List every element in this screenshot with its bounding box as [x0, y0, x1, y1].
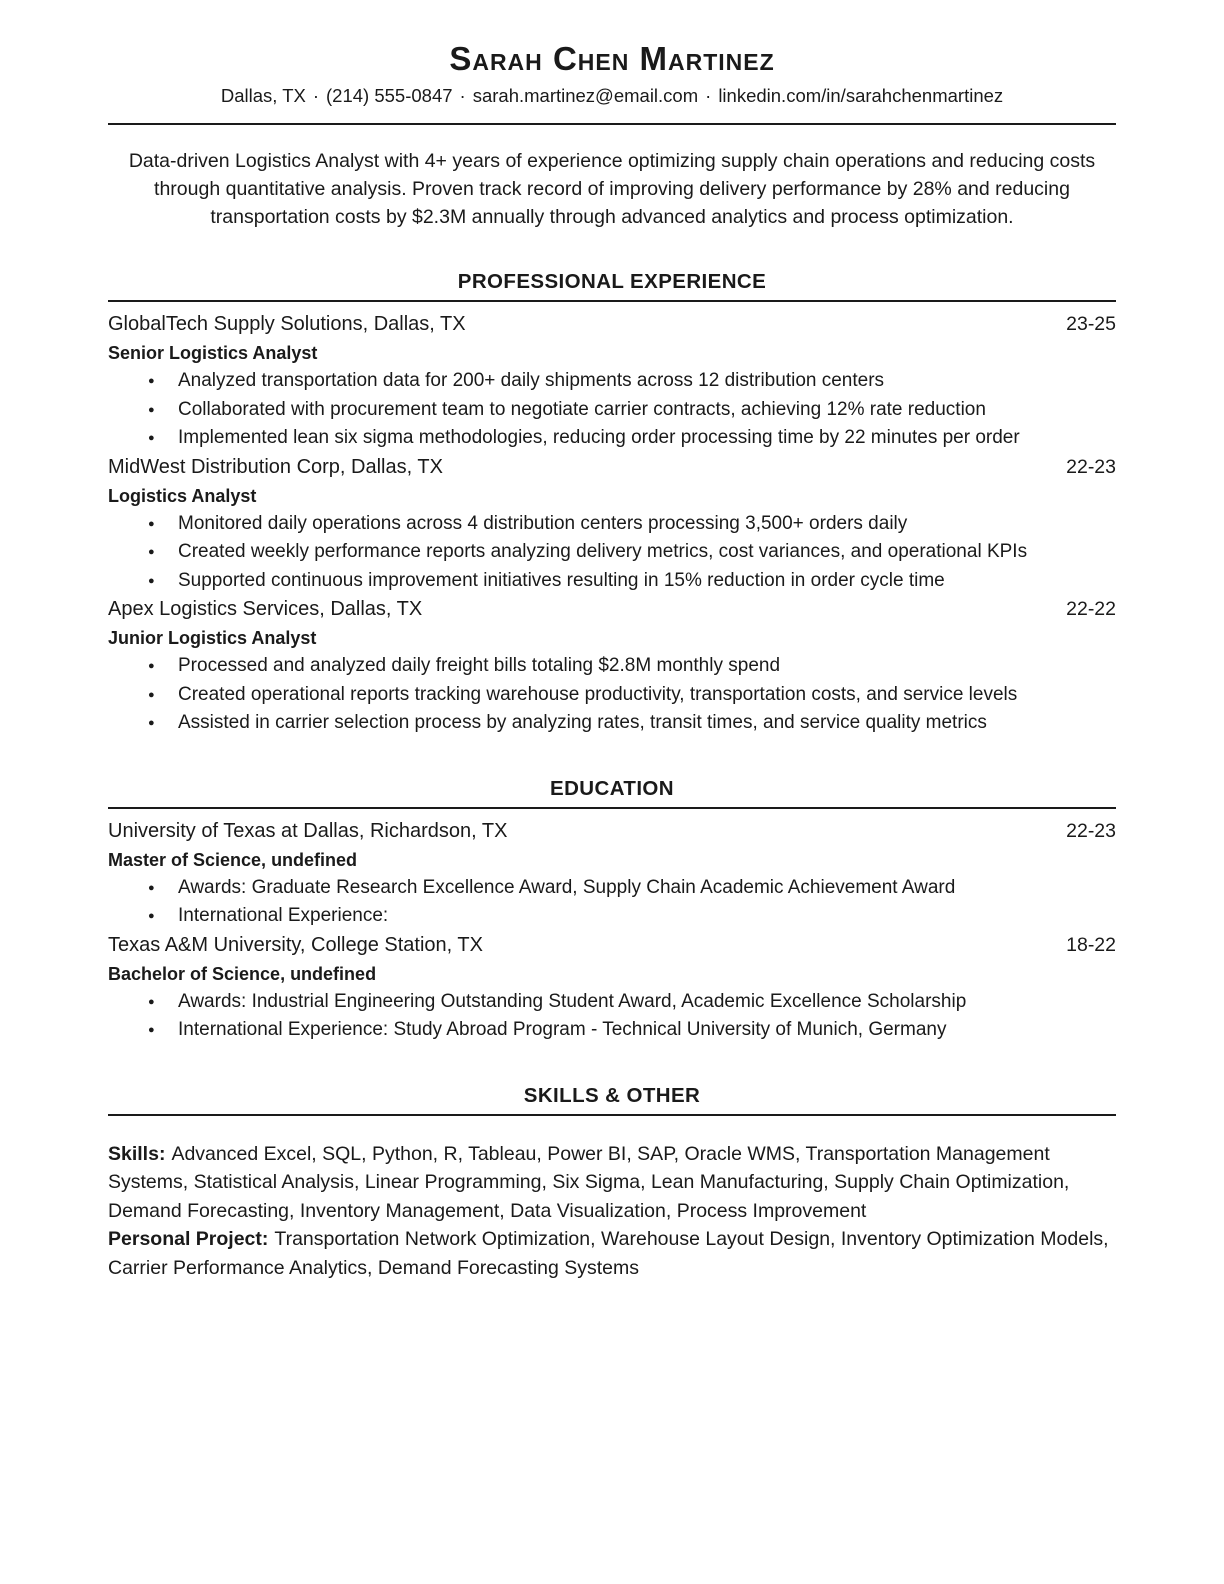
skills-text: Advanced Excel, SQL, Python, R, Tableau, Power BI, SAP, Oracle WMS, Transportation Management Systems, Statistical Analysis, Linear Programming, Six Sigma, Lean Manufacturing, Supply Chain Optimization, Demand Forecasting, Inventory Management, Data Visualization, Process Improvement: [108, 1142, 1070, 1222]
degree-title: Master of Science, undefined: [108, 849, 358, 870]
section-skills-other: [108, 1083, 1116, 1283]
contact-line: [108, 83, 1116, 109]
contact-phone: (214) 555-0847: [326, 85, 453, 106]
company-name: MidWest Distribution Corp, Dallas, TX: [108, 455, 443, 478]
section-title-experience: PROFESSIONAL EXPERIENCE: [457, 270, 767, 293]
bullet-item: ● Analyzed transportation data for 200+ daily shipments across 12 distribution centers: [108, 367, 1116, 396]
header-divider: [108, 123, 1116, 125]
school-dates: 18-22: [1066, 933, 1116, 956]
job-title: Logistics Analyst: [108, 485, 257, 506]
contact-separator: ·: [705, 85, 712, 106]
contact-linkedin: linkedin.com/in/sarahchenmartinez: [718, 85, 1004, 106]
company-name: GlobalTech Supply Solutions, Dallas, TX: [108, 313, 466, 335]
job-bullet-list: [108, 367, 1116, 453]
personal-project-label: Personal Project:: [108, 1228, 269, 1250]
resume-page: [108, 40, 1116, 1282]
resume-header: [108, 40, 1116, 125]
job-title: Senior Logistics Analyst: [108, 343, 318, 363]
school-name: University of Texas at Dallas, Richardson, TX: [108, 819, 508, 842]
education-bullet-list: [108, 988, 1116, 1045]
school-name: Texas A&M University, College Station, TX: [108, 933, 483, 956]
bullet-item: ● Monitored daily operations across 4 distribution centers processing 3,500+ orders daily: [108, 510, 1116, 539]
section-education: [108, 776, 1116, 1045]
job-dates: 22-23: [1066, 455, 1116, 478]
job-dates: 22-22: [1066, 598, 1116, 620]
bullet-item: ● Supported continuous improvement initiatives resulting in 15% reduction in order cycle time: [108, 567, 1116, 596]
job-bullet-list: [108, 652, 1116, 738]
bullet-item: ● International Experience:: [108, 902, 1116, 931]
bullet-item: ● Implemented lean six sigma methodologies, reducing order processing time by 22 minutes per order: [108, 424, 1116, 453]
school-header-row: [108, 931, 1116, 960]
section-title-skills: SKILLS & OTHER: [523, 1083, 701, 1107]
school-header-row: [108, 817, 1116, 846]
job-entry: [108, 453, 1116, 596]
bullet-item: ● Assisted in carrier selection process by analyzing rates, transit times, and service quality metrics: [108, 709, 1116, 738]
job-title: Junior Logistics Analyst: [108, 628, 317, 648]
bullet-item: ● Awards: Industrial Engineering Outstanding Student Award, Academic Excellence Scholarship: [108, 988, 1116, 1017]
education-bullet-list: [108, 874, 1116, 931]
job-dates: 23-25: [1066, 313, 1116, 335]
personal-project-paragraph: [108, 1225, 1116, 1282]
contact-separator: ·: [312, 85, 320, 106]
bullet-item: ● Processed and analyzed daily freight bills totaling $2.8M monthly spend: [108, 652, 1116, 681]
section-divider: [108, 807, 1116, 809]
bullet-item: ● Collaborated with procurement team to negotiate carrier contracts, achieving 12% rate reduction: [108, 396, 1116, 425]
skills-label: Skills:: [108, 1142, 166, 1165]
school-dates: 22-23: [1066, 819, 1116, 842]
contact-location: Dallas, TX: [220, 85, 306, 106]
education-entry: [108, 931, 1116, 1045]
education-entry: [108, 817, 1116, 931]
contact-email: sarah.martinez@email.com: [472, 85, 699, 106]
personal-project-text: Transportation Network Optimization, Warehouse Layout Design, Inventory Optimization Models, Carrier Performance Analytics, Demand Forecasting Systems: [108, 1228, 1109, 1279]
bullet-item: ● Awards: Graduate Research Excellence Award, Supply Chain Academic Achievement Award: [108, 874, 1116, 903]
degree-title: Bachelor of Science, undefined: [108, 963, 377, 984]
company-name: Apex Logistics Services, Dallas, TX: [108, 598, 423, 620]
job-entry: [108, 310, 1116, 453]
job-entry: [108, 595, 1116, 738]
section-experience: [108, 269, 1116, 738]
candidate-name: Sarah Chen Martinez: [449, 40, 775, 77]
contact-separator: ·: [459, 85, 466, 106]
professional-summary: Data-driven Logistics Analyst with 4+ years of experience optimizing supply chain operations and reducing costs through quantitative analysis. Proven track record of improving delivery performance by 28% and reducing transportation costs by $2.3M annually through advanced analytics and process optimization.: [128, 150, 1096, 228]
section-divider: [108, 300, 1116, 302]
skills-paragraph: [108, 1140, 1116, 1226]
bullet-item: ● Created operational reports tracking warehouse productivity, transportation costs, and service levels: [108, 681, 1116, 710]
bullet-item: ● Created weekly performance reports analyzing delivery metrics, cost variances, and operational KPIs: [108, 538, 1116, 567]
job-bullet-list: [108, 510, 1116, 596]
job-header-row: [108, 453, 1116, 482]
section-title-education: EDUCATION: [550, 776, 674, 800]
bullet-item: ● International Experience: Study Abroad Program - Technical University of Munich, Germany: [108, 1016, 1116, 1045]
section-divider: [108, 1114, 1116, 1116]
job-header-row: [108, 310, 1116, 339]
job-header-row: [108, 595, 1116, 624]
